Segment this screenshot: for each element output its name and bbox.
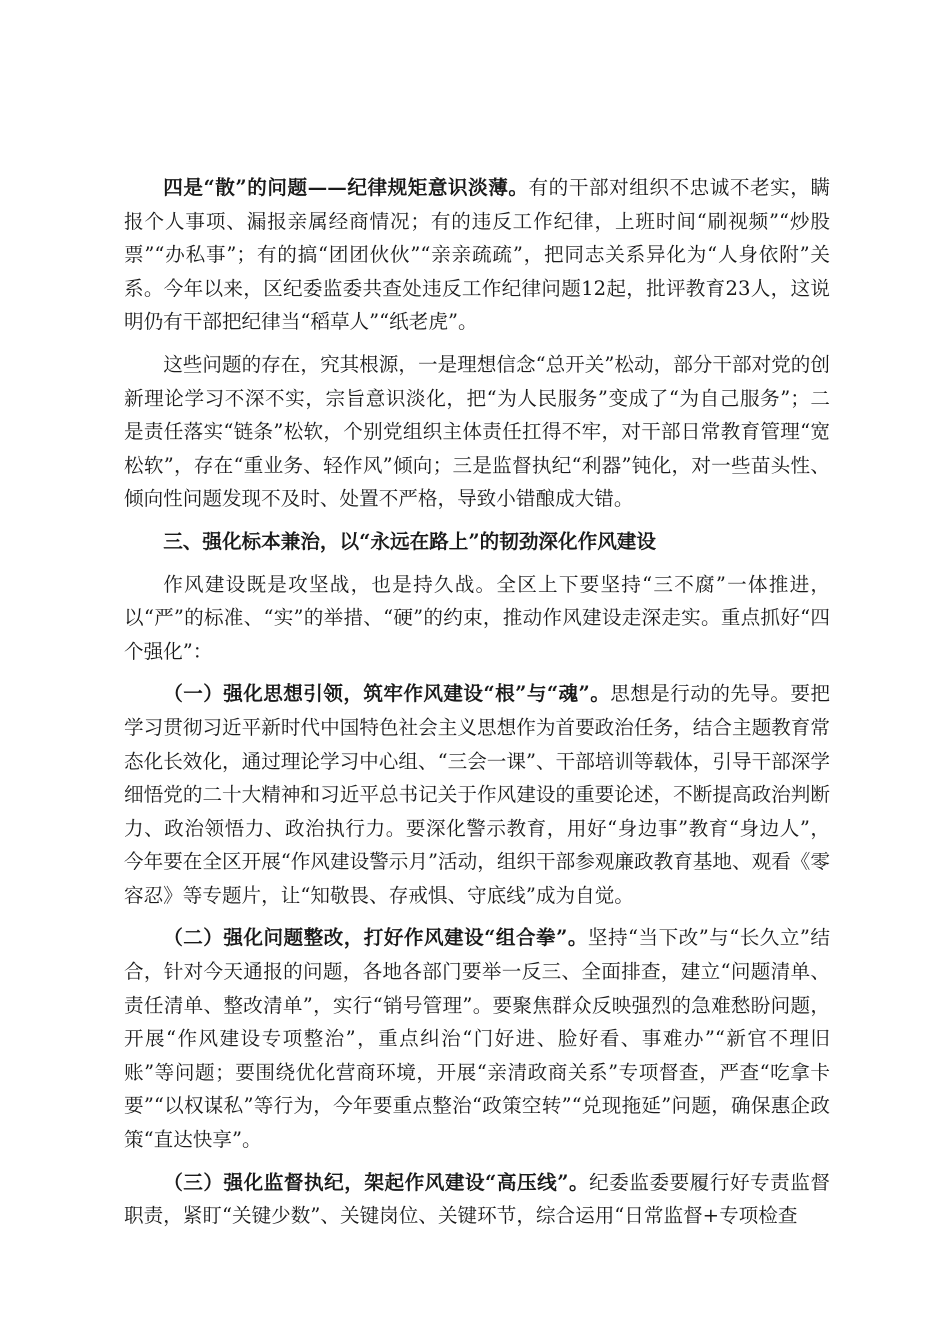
paragraph-lead: 四是“散”的问题——纪律规矩意识淡薄。 [163, 176, 529, 199]
paragraph-rectification [124, 921, 830, 1156]
paragraph-discipline-issue [124, 171, 830, 339]
paragraph-ideology [124, 677, 830, 912]
paragraph-lead: （三）强化监督执纪，架起作风建设“高压线”。 [163, 1170, 590, 1194]
paragraph-text: 作风建设既是攻坚战，也是持久战。全区上下要坚持“三不腐”一体推进，以“严”的标准、“实”的举措、“硬”的约束，推动作风建设走深走实。重点抓好“四个强化”： [124, 572, 830, 663]
paragraph-root-causes [124, 348, 830, 516]
section-heading-3: 三、强化标本兼治，以“永远在路上”的韧劲深化作风建设 [163, 529, 656, 553]
document-body [124, 171, 830, 1233]
paragraph-intro-four-strengthening [124, 568, 830, 669]
paragraph-lead: （二）强化问题整改，打好作风建设“组合拳”。 [163, 926, 588, 950]
paragraph-lead: （一）强化思想引领，筑牢作风建设“根”与“魂”。 [163, 682, 611, 706]
paragraph-text: 这些问题的存在，究其根源，一是理想信念“总开关”松动，部分干部对党的创新理论学习不深不实，宗旨意识淡化，把“为人民服务”变成了“为自己服务”；二是责任落实“链条”松软，个别党组织主体责任扛得不牢，对干部日常教育管理“宽松软”，存在“重业务、轻作风”倾向；三是监督执纪“利器”钝化，对一些苗头性、倾向性问题发现不及时、处置不严格，导致小错酿成大错。 [124, 352, 830, 511]
paragraph-text: 思想是行动的先导。要把学习贯彻习近平新时代中国特色社会主义思想作为首要政治任务，结合主题教育常态化长效化，通过理论学习中心组、“三会一课”、干部培训等载体，引导干部深学细悟党的二十大精神和习近平总书记关于作风建设的重要论述，不断提高政治判断力、政治领悟力、政治执行力。要深化警示教育，用好“身边事”教育“身边人”，今年要在全区开展“作风建设警示月”活动，组织干部参观廉政教育基地、观看《零容忍》等专题片，让“知敬畏、存戒惧、守底线”成为自觉。 [124, 682, 830, 907]
paragraph-text: 纪委监委要履行好专责监督职责，紧盯“关键少数”、关键岗位、关键环节，综合运用“日常监督+专项检查 [124, 1170, 831, 1228]
paragraph-text: 有的干部对组织不忠诚不老实，瞒报个人事项、漏报亲属经商情况；有的违反工作纪律，上班时间“刷视频”“炒股票”“办私事”；有的搞“团团伙伙”“亲亲疏疏”，把同志关系异化为“人身依附”关系。今年以来，区纪委监委共查处违反工作纪律问题12起，批评教育23人，这说明仍有干部把纪律当“稻草人”“纸老虎”。 [124, 176, 831, 334]
paragraph-text: 坚持“当下改”与“长久立”结合，针对今天通报的问题，各地各部门要举一反三、全面排查，建立“问题清单、责任清单、整改清单”，实行“销号管理”。要聚焦群众反映强烈的急难愁盼问题，开展“作风建设专项整治”，重点纠治“门好进、脸好看、事难办”“新官不理旧账”等问题；要围绕优化营商环境，开展“亲清政商关系”专项督查，严查“吃拿卡要”“以权谋私”等行为，今年要重点整治“政策空转”“兑现拖延”问题，确保惠企政策“直达快享”。 [124, 926, 830, 1152]
paragraph-supervision [124, 1166, 830, 1233]
